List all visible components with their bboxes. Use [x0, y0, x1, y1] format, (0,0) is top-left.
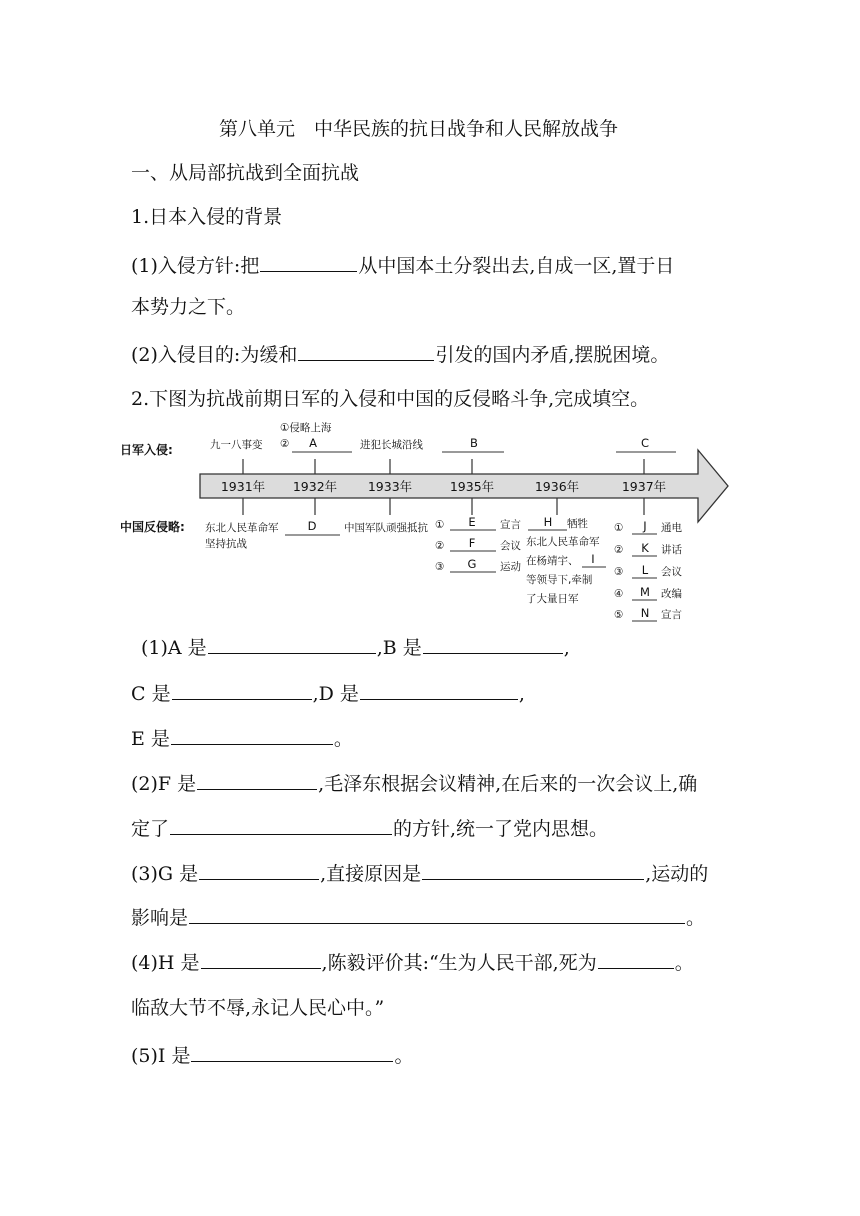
event-label: 等领导下,牵制: [526, 574, 593, 586]
answer-blank-b[interactable]: [423, 634, 563, 654]
fill-letter: A: [309, 436, 317, 450]
section-heading: 一、从局部抗战到全面抗战: [131, 162, 360, 184]
event-label: 通电: [661, 522, 682, 534]
question-text: 从中国本土分裂出去,自成一区,置于日: [358, 255, 675, 277]
event-label: 东北人民革命军: [526, 536, 600, 548]
question-1-line-1: [131, 252, 674, 279]
answer-line-2: [131, 680, 525, 707]
question-text: E 是: [131, 728, 170, 750]
question-text: (2)入侵目的:为缓和: [131, 344, 298, 366]
fill-letter: H: [543, 515, 553, 529]
answer-blank-influence[interactable]: [189, 904, 685, 924]
question-text: 的方针,统一了党内思想。: [393, 818, 609, 840]
fill-letter: G: [467, 557, 477, 571]
answer-blank-cause[interactable]: [422, 860, 644, 880]
event-label: ②: [435, 540, 445, 552]
fill-letter: K: [641, 541, 649, 555]
row-label-japan: 日军入侵:: [120, 443, 173, 457]
question-i: [131, 1042, 413, 1069]
question-text: 影响是: [131, 907, 189, 929]
event-label: ④: [614, 588, 624, 600]
event-label: 中国军队顽强抵抗: [344, 522, 428, 534]
fill-letter: D: [307, 519, 317, 533]
page-title: 第八单元 中华民族的抗日战争和人民解放战争: [219, 118, 619, 140]
event-label: ①: [435, 519, 445, 531]
answer-blank-c[interactable]: [172, 680, 312, 700]
answer-blank-quote[interactable]: [598, 949, 674, 969]
answer-blank-g[interactable]: [199, 860, 319, 880]
answer-blank-d[interactable]: [360, 680, 518, 700]
event-label: ⑤: [614, 609, 624, 621]
question-g-line-1: [131, 860, 708, 887]
question-text: (4)H 是: [131, 952, 200, 974]
event-label: ①侵略上海: [280, 422, 332, 434]
answer-blank-a[interactable]: [208, 634, 376, 654]
event-label: 宣言: [500, 519, 521, 531]
question-text: ,陈毅评价其:“生为人民干部,死为: [321, 952, 597, 974]
fill-letter: M: [640, 585, 650, 599]
answer-blank[interactable]: [260, 252, 357, 272]
question-h-line-2: 临敌大节不辱,永记人民心中。”: [131, 997, 385, 1019]
question-text: ,: [518, 683, 525, 705]
fill-letter: C: [640, 436, 650, 450]
answer-blank-policy[interactable]: [170, 815, 392, 835]
fill-letter: B: [470, 436, 478, 450]
question-g-line-2: [131, 904, 705, 931]
event-label: 坚持抗战: [205, 538, 247, 550]
fill-letter: J: [643, 519, 647, 533]
year-label: 1935年: [449, 479, 495, 494]
question-text: 。: [686, 907, 706, 929]
event-label: 改编: [661, 588, 682, 600]
question-text: 引发的国内矛盾,摆脱困境。: [435, 344, 670, 366]
fill-letter: N: [640, 606, 650, 620]
answer-blank-h[interactable]: [201, 949, 321, 969]
question-text: 。: [394, 1045, 414, 1067]
question-f-line-2: [131, 815, 608, 842]
event-label: 东北人民革命军: [205, 522, 279, 534]
event-label: ②: [280, 438, 290, 450]
event-label: 宣言: [661, 609, 682, 621]
question-text: (3)G 是: [131, 863, 199, 885]
question-text: ,D 是: [312, 683, 359, 705]
question-text: 。: [674, 952, 694, 974]
question-text: ,: [563, 637, 570, 659]
question-text: (2)F 是: [131, 773, 197, 795]
answer-blank-e[interactable]: [171, 725, 333, 745]
question-2: [131, 341, 669, 368]
question-text: ,运动的: [645, 863, 709, 885]
row-label-china: 中国反侵略:: [120, 520, 185, 534]
question-text: C 是: [131, 683, 171, 705]
event-label: 会议: [661, 566, 682, 578]
event-label: ③: [614, 566, 624, 578]
answer-line-3: [131, 725, 353, 752]
fill-letter: F: [468, 536, 476, 550]
year-label: 1932年: [292, 479, 338, 494]
fill-letter: E: [468, 515, 476, 529]
event-label: ②: [614, 544, 624, 556]
answer-blank[interactable]: [298, 341, 434, 361]
answer-blank-f[interactable]: [197, 770, 317, 790]
item-heading-2: 2.下图为抗战前期日军的入侵和中国的反侵略斗争,完成填空。: [131, 388, 650, 410]
question-text: ,B 是: [376, 637, 422, 659]
timeline-diagram: [120, 418, 730, 623]
event-label: 进犯长城沿线: [360, 439, 423, 451]
fill-letter: L: [641, 563, 649, 577]
question-text: 定了: [131, 818, 170, 840]
question-h-line-1: [131, 949, 694, 976]
question-f-line-1: [131, 770, 697, 797]
event-label: 在杨靖宇、: [526, 555, 579, 567]
question-text: ,毛泽东根据会议精神,在后来的一次会议上,确: [318, 773, 698, 795]
question-text: (1)A 是: [141, 637, 207, 659]
question-1-line-2: 本势力之下。: [131, 296, 246, 318]
event-label: ①: [614, 522, 624, 534]
event-label: 了大量日军: [526, 593, 579, 605]
event-label: 讲话: [661, 544, 682, 556]
event-label: 牺牲: [567, 518, 588, 530]
event-label: 会议: [500, 540, 521, 552]
item-heading-1: 1.日本入侵的背景: [131, 206, 283, 228]
question-text: ,直接原因是: [320, 863, 422, 885]
event-label: 九一八事变: [210, 439, 263, 451]
answer-line-1: [141, 634, 570, 661]
question-text: (5)I 是: [131, 1045, 191, 1067]
event-label: ③: [435, 561, 445, 573]
year-label: 1933年: [367, 479, 413, 494]
question-text: 。: [333, 728, 353, 750]
year-label: 1937年: [621, 479, 667, 494]
answer-blank-i[interactable]: [191, 1042, 393, 1062]
year-label: 1931年: [220, 479, 266, 494]
event-label: 运动: [500, 561, 521, 573]
question-text: (1)入侵方针:把: [131, 255, 260, 277]
fill-letter: I: [591, 552, 595, 566]
year-label: 1936年: [534, 479, 580, 494]
